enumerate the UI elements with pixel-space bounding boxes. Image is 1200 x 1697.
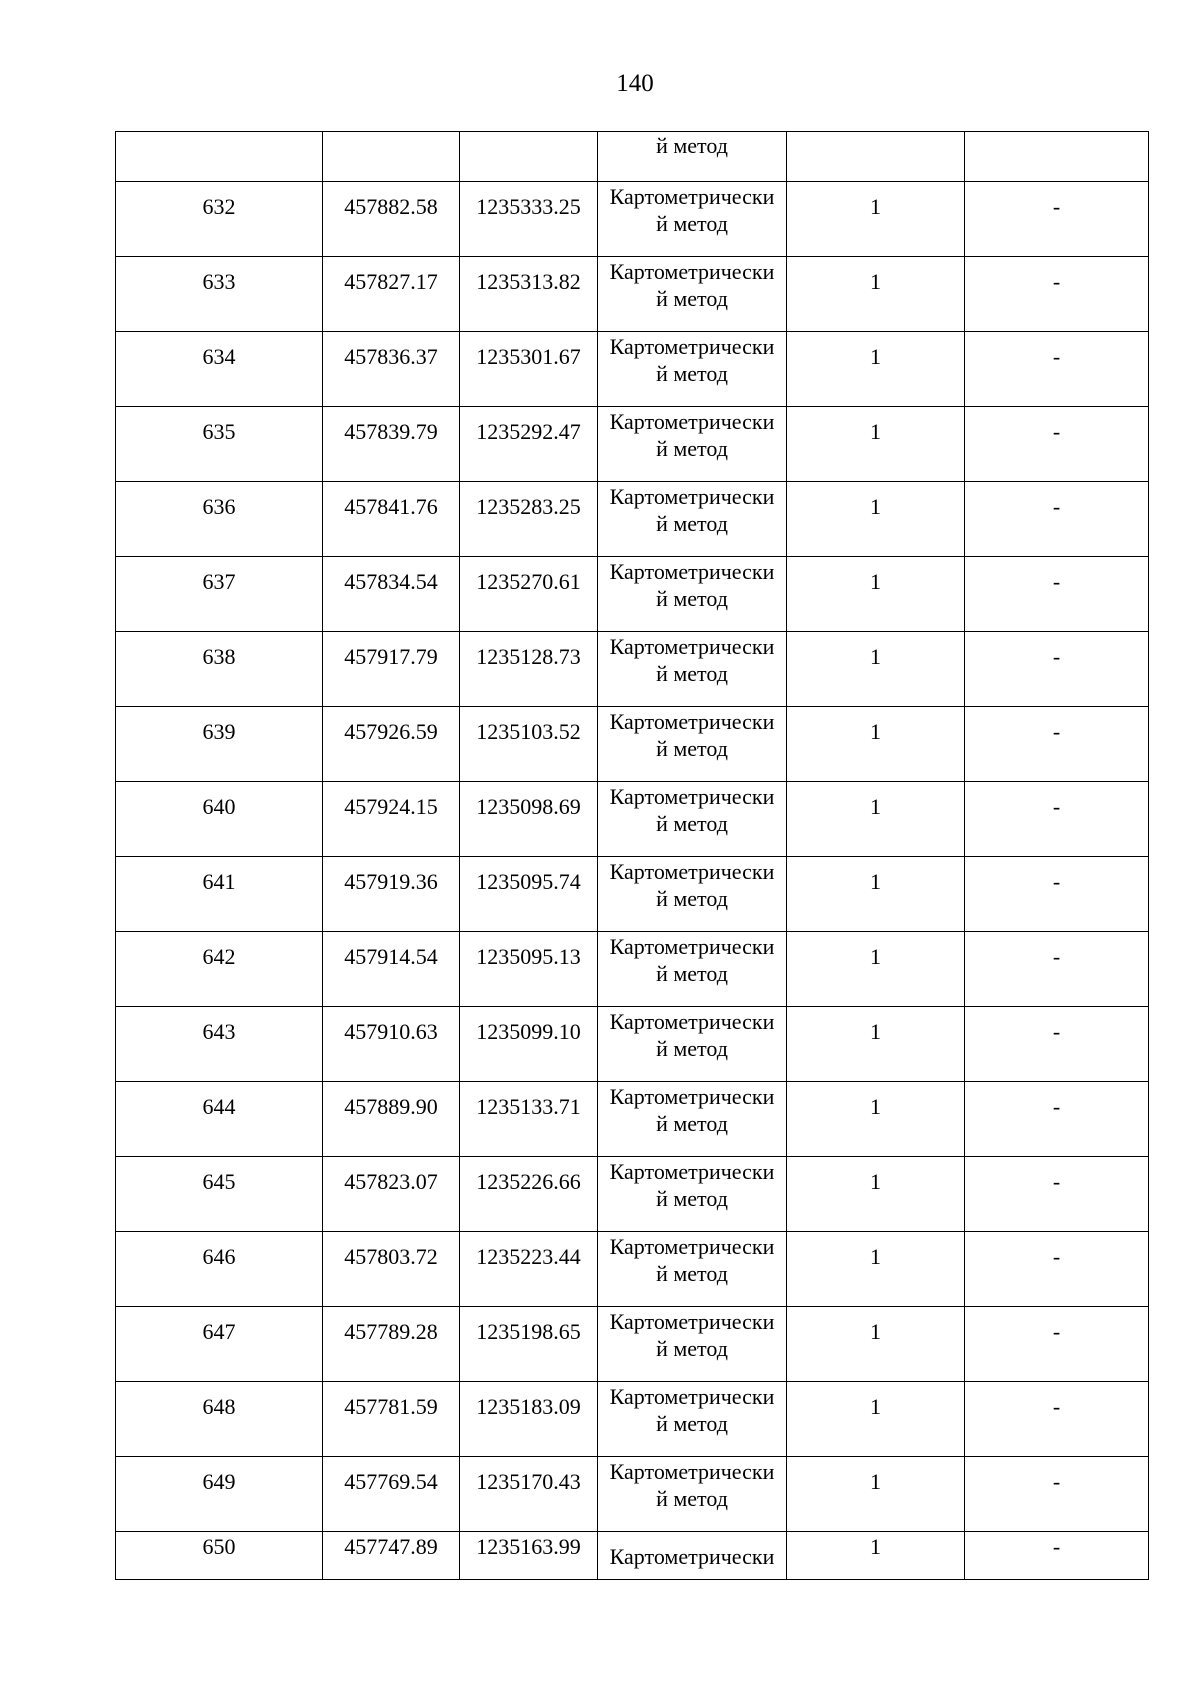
cell-note: [965, 707, 1149, 782]
cell-y: [460, 782, 598, 857]
x-coordinate: 457910.63: [344, 1019, 438, 1044]
y-coordinate: 1235270.61: [476, 569, 581, 594]
x-coordinate: 457889.90: [344, 1094, 438, 1119]
cell-accuracy: [787, 482, 965, 557]
point-number: 647: [202, 1319, 236, 1344]
accuracy-value: 1: [870, 1534, 881, 1559]
cell-note: [965, 1382, 1149, 1457]
method-line-1: Картометрически: [609, 259, 775, 284]
method-line-2: й метод: [656, 211, 728, 236]
note-value: -: [1052, 419, 1061, 444]
cell-point: [116, 482, 323, 557]
method-line-1: Картометрически: [609, 1384, 775, 1409]
cell-point: [116, 1007, 323, 1082]
cell-method: [598, 1457, 787, 1532]
method-text: [598, 482, 786, 537]
cell-method: [598, 257, 787, 332]
cell-x: [323, 632, 460, 707]
cell-accuracy: [787, 932, 965, 1007]
y-coordinate: 1235226.66: [476, 1169, 581, 1194]
accuracy-value: 1: [870, 944, 881, 969]
point-number: 634: [202, 344, 236, 369]
x-coordinate: 457781.59: [344, 1394, 438, 1419]
cell-note: [965, 132, 1149, 182]
x-coordinate: 457841.76: [344, 494, 438, 519]
method-text: [598, 1007, 786, 1062]
point-number: 638: [202, 644, 236, 669]
method-line-2: й метод: [656, 1036, 728, 1061]
cell-method: [598, 1232, 787, 1307]
accuracy-value: 1: [870, 419, 881, 444]
point-number: 649: [202, 1469, 236, 1494]
x-coordinate: 457827.17: [344, 269, 438, 294]
cell-x: [323, 1532, 460, 1580]
method-line-1: Картометрически: [609, 1309, 775, 1334]
cell-x: [323, 557, 460, 632]
table-row: [116, 1382, 1149, 1457]
coordinates-table: [115, 131, 1149, 1580]
cell-point: [116, 132, 323, 182]
method-text: [598, 1307, 786, 1362]
cell-x: [323, 482, 460, 557]
cell-x: [323, 407, 460, 482]
cell-accuracy: [787, 257, 965, 332]
cell-method: [598, 1307, 787, 1382]
note-value: -: [1052, 1534, 1061, 1559]
table-row: [116, 182, 1149, 257]
cell-point: [116, 1307, 323, 1382]
cell-note: [965, 482, 1149, 557]
note-value: -: [1052, 494, 1061, 519]
y-coordinate: 1235198.65: [476, 1319, 581, 1344]
accuracy-value: 1: [870, 494, 881, 519]
table-row: [116, 1082, 1149, 1157]
note-value: -: [1052, 269, 1061, 294]
cell-y: [460, 707, 598, 782]
y-coordinate: 1235163.99: [476, 1534, 581, 1559]
cell-point: [116, 182, 323, 257]
cell-point: [116, 782, 323, 857]
y-coordinate: 1235103.52: [476, 719, 581, 744]
table-row: [116, 1007, 1149, 1082]
accuracy-value: 1: [870, 569, 881, 594]
cell-point: [116, 1232, 323, 1307]
cell-accuracy: [787, 1382, 965, 1457]
method-text: [598, 557, 786, 612]
cell-x: [323, 332, 460, 407]
table-row: [116, 707, 1149, 782]
cell-note: [965, 407, 1149, 482]
cell-accuracy: [787, 1082, 965, 1157]
cell-point: [116, 707, 323, 782]
x-coordinate: 457919.36: [344, 869, 438, 894]
point-number: 648: [202, 1394, 236, 1419]
accuracy-value: 1: [870, 794, 881, 819]
cell-method: [598, 782, 787, 857]
method-text: [598, 1082, 786, 1137]
cell-method: [598, 1532, 787, 1580]
point-number: 641: [202, 869, 236, 894]
method-line-2: й метод: [656, 886, 728, 911]
cell-accuracy: [787, 707, 965, 782]
y-coordinate: 1235099.10: [476, 1019, 581, 1044]
cell-x: [323, 857, 460, 932]
cell-note: [965, 782, 1149, 857]
note-value: -: [1052, 344, 1061, 369]
cell-method: [598, 407, 787, 482]
cell-x: [323, 932, 460, 1007]
point-number: 635: [202, 419, 236, 444]
cell-method: [598, 182, 787, 257]
accuracy-value: 1: [870, 719, 881, 744]
cell-method: [598, 1382, 787, 1457]
method-line-2: й метод: [656, 1336, 728, 1361]
cell-y: [460, 1157, 598, 1232]
cell-y: [460, 257, 598, 332]
method-line-2: й метод: [656, 811, 728, 836]
method-line-2: й метод: [656, 1486, 728, 1511]
cell-accuracy: [787, 557, 965, 632]
x-coordinate: 457823.07: [344, 1169, 438, 1194]
y-coordinate: 1235183.09: [476, 1394, 581, 1419]
method-line-1: Картометрически: [609, 1009, 775, 1034]
method-text: [598, 407, 786, 462]
cell-note: [965, 1532, 1149, 1580]
point-number: 650: [202, 1534, 236, 1559]
x-coordinate: 457839.79: [344, 419, 438, 444]
method-line-1: Картометрически: [609, 1459, 775, 1484]
method-text: [598, 782, 786, 837]
y-coordinate: 1235292.47: [476, 419, 581, 444]
page-number: 140: [616, 70, 654, 97]
point-number: 643: [202, 1019, 236, 1044]
x-coordinate: 457834.54: [344, 569, 438, 594]
cell-method: [598, 707, 787, 782]
method-line-2: й метод: [656, 1111, 728, 1136]
table-row: [116, 1457, 1149, 1532]
method-text: [598, 257, 786, 312]
cell-accuracy: [787, 1532, 965, 1580]
cell-x: [323, 782, 460, 857]
cell-x: [323, 1232, 460, 1307]
cell-y: [460, 857, 598, 932]
accuracy-value: 1: [870, 1019, 881, 1044]
x-coordinate: 457789.28: [344, 1319, 438, 1344]
cell-x: [323, 1307, 460, 1382]
note-value: -: [1052, 194, 1061, 219]
coordinates-table-body: [116, 132, 1149, 1580]
table-row-continuation: [116, 132, 1149, 182]
table-row: [116, 932, 1149, 1007]
note-value: -: [1052, 569, 1061, 594]
x-coordinate: 457769.54: [344, 1469, 438, 1494]
cell-accuracy: [787, 1307, 965, 1382]
method-text: [598, 332, 786, 387]
note-value: -: [1052, 1019, 1061, 1044]
table-row: [116, 1307, 1149, 1382]
x-coordinate: 457747.89: [344, 1534, 438, 1559]
cell-accuracy: [787, 1007, 965, 1082]
cell-x: [323, 182, 460, 257]
cell-note: [965, 632, 1149, 707]
table-row: [116, 407, 1149, 482]
method-line-1: Картометрически: [609, 1234, 775, 1259]
accuracy-value: 1: [870, 1169, 881, 1194]
cell-y: [460, 482, 598, 557]
accuracy-value: 1: [870, 269, 881, 294]
cell-point: [116, 1157, 323, 1232]
table-row-last: [116, 1532, 1149, 1580]
accuracy-value: 1: [870, 1469, 881, 1494]
cell-note: [965, 932, 1149, 1007]
cell-note: [965, 257, 1149, 332]
y-coordinate: 1235095.74: [476, 869, 581, 894]
note-value: -: [1052, 644, 1061, 669]
method-line-1: Картометрически: [609, 184, 775, 209]
point-number: 644: [202, 1094, 236, 1119]
cell-note: [965, 857, 1149, 932]
method-line-1: Картометрически: [609, 559, 775, 584]
table-row: [116, 1157, 1149, 1232]
method-text: Картометрически: [609, 1544, 775, 1569]
note-value: -: [1052, 1394, 1061, 1419]
point-number: 636: [202, 494, 236, 519]
cell-x: [323, 707, 460, 782]
cell-accuracy: [787, 332, 965, 407]
method-line-1: Картометрически: [609, 709, 775, 734]
cell-x: [323, 1382, 460, 1457]
method-text: [598, 707, 786, 762]
point-number: 640: [202, 794, 236, 819]
cell-point: [116, 332, 323, 407]
method-line-2: й метод: [656, 1411, 728, 1436]
cell-y: [460, 557, 598, 632]
y-coordinate: 1235301.67: [476, 344, 581, 369]
method-line-1: Картометрически: [609, 634, 775, 659]
accuracy-value: 1: [870, 869, 881, 894]
cell-note: [965, 1007, 1149, 1082]
cell-note: [965, 1307, 1149, 1382]
cell-x: [323, 1157, 460, 1232]
cell-point: [116, 557, 323, 632]
cell-y: [460, 1382, 598, 1457]
cell-accuracy: [787, 407, 965, 482]
method-line-2: й метод: [656, 1261, 728, 1286]
cell-point: [116, 407, 323, 482]
cell-point: [116, 632, 323, 707]
method-line-2: й метод: [656, 736, 728, 761]
accuracy-value: 1: [870, 344, 881, 369]
cell-method: [598, 1082, 787, 1157]
method-line-1: Картометрически: [609, 1159, 775, 1184]
cell-point: [116, 857, 323, 932]
cell-y: [460, 182, 598, 257]
method-line-1: Картометрически: [609, 934, 775, 959]
cell-y: [460, 1457, 598, 1532]
note-value: -: [1052, 794, 1061, 819]
cell-method: [598, 332, 787, 407]
method-text: [598, 932, 786, 987]
cell-x: [323, 132, 460, 182]
method-text: [598, 857, 786, 912]
point-number: 645: [202, 1169, 236, 1194]
table-row: [116, 782, 1149, 857]
accuracy-value: 1: [870, 1394, 881, 1419]
cell-method: [598, 557, 787, 632]
cell-accuracy: [787, 782, 965, 857]
table-row: [116, 857, 1149, 932]
y-coordinate: 1235095.13: [476, 944, 581, 969]
method-line-2: й метод: [656, 511, 728, 536]
x-coordinate: 457917.79: [344, 644, 438, 669]
cell-y: [460, 132, 598, 182]
cell-y: [460, 1532, 598, 1580]
method-line-2: й метод: [656, 661, 728, 686]
note-value: -: [1052, 719, 1061, 744]
table-row: [116, 632, 1149, 707]
x-coordinate: 457836.37: [344, 344, 438, 369]
x-coordinate: 457926.59: [344, 719, 438, 744]
table-row: [116, 332, 1149, 407]
cell-accuracy: [787, 132, 965, 182]
cell-y: [460, 1307, 598, 1382]
cell-method: [598, 932, 787, 1007]
method-line-1: Картометрически: [609, 1084, 775, 1109]
cell-accuracy: [787, 1157, 965, 1232]
method-text: [598, 1382, 786, 1437]
accuracy-value: 1: [870, 644, 881, 669]
point-number: 642: [202, 944, 236, 969]
point-number: 632: [202, 194, 236, 219]
table-row: [116, 1232, 1149, 1307]
cell-x: [323, 1082, 460, 1157]
cell-method: [598, 1007, 787, 1082]
cell-method: [598, 632, 787, 707]
x-coordinate: 457924.15: [344, 794, 438, 819]
x-coordinate: 457803.72: [344, 1244, 438, 1269]
cell-point: [116, 932, 323, 1007]
method-line-2: й метод: [656, 1186, 728, 1211]
cell-note: [965, 1157, 1149, 1232]
note-value: -: [1052, 1244, 1061, 1269]
note-value: -: [1052, 1469, 1061, 1494]
cell-accuracy: [787, 1457, 965, 1532]
cell-method: [598, 482, 787, 557]
y-coordinate: 1235333.25: [476, 194, 581, 219]
cell-y: [460, 407, 598, 482]
cell-y: [460, 332, 598, 407]
method-line-1: Картометрически: [609, 484, 775, 509]
method-text: [598, 1157, 786, 1212]
cell-method: [598, 857, 787, 932]
method-text: [598, 632, 786, 687]
cell-accuracy: [787, 632, 965, 707]
cell-y: [460, 932, 598, 1007]
table-row: [116, 557, 1149, 632]
cell-point: [116, 1082, 323, 1157]
note-value: -: [1052, 1094, 1061, 1119]
cell-x: [323, 1457, 460, 1532]
note-value: -: [1052, 869, 1061, 894]
accuracy-value: 1: [870, 1094, 881, 1119]
method-line-2: й метод: [656, 961, 728, 986]
method-line-1: Картометрически: [609, 784, 775, 809]
cell-y: [460, 1007, 598, 1082]
y-coordinate: 1235098.69: [476, 794, 581, 819]
x-coordinate: 457914.54: [344, 944, 438, 969]
y-coordinate: 1235313.82: [476, 269, 581, 294]
y-coordinate: 1235170.43: [476, 1469, 581, 1494]
cell-point: [116, 1457, 323, 1532]
cell-note: [965, 1082, 1149, 1157]
cell-note: [965, 182, 1149, 257]
method-text: [598, 182, 786, 237]
y-coordinate: 1235283.25: [476, 494, 581, 519]
method-text: [598, 1457, 786, 1512]
y-coordinate: 1235128.73: [476, 644, 581, 669]
cell-y: [460, 1232, 598, 1307]
cell-point: [116, 1382, 323, 1457]
cell-note: [965, 1232, 1149, 1307]
cell-x: [323, 257, 460, 332]
accuracy-value: 1: [870, 1244, 881, 1269]
note-value: -: [1052, 944, 1061, 969]
method-line-1: Картометрически: [609, 859, 775, 884]
method-line-2: й метод: [656, 361, 728, 386]
point-number: 637: [202, 569, 236, 594]
cell-point: [116, 1532, 323, 1580]
cell-note: [965, 557, 1149, 632]
cell-accuracy: [787, 1232, 965, 1307]
x-coordinate: 457882.58: [344, 194, 438, 219]
cell-point: [116, 257, 323, 332]
method-text: [598, 1232, 786, 1287]
cell-method: [598, 132, 787, 182]
method-text: й метод: [656, 133, 728, 158]
point-number: 633: [202, 269, 236, 294]
point-number: 646: [202, 1244, 236, 1269]
note-value: -: [1052, 1319, 1061, 1344]
cell-y: [460, 632, 598, 707]
accuracy-value: 1: [870, 194, 881, 219]
table-row: [116, 482, 1149, 557]
y-coordinate: 1235223.44: [476, 1244, 581, 1269]
method-line-2: й метод: [656, 586, 728, 611]
cell-y: [460, 1082, 598, 1157]
cell-method: [598, 1157, 787, 1232]
point-number: 639: [202, 719, 236, 744]
y-coordinate: 1235133.71: [476, 1094, 581, 1119]
cell-accuracy: [787, 857, 965, 932]
accuracy-value: 1: [870, 1319, 881, 1344]
note-value: -: [1052, 1169, 1061, 1194]
method-line-2: й метод: [656, 286, 728, 311]
method-line-1: Картометрически: [609, 409, 775, 434]
cell-note: [965, 332, 1149, 407]
cell-x: [323, 1007, 460, 1082]
table-row: [116, 257, 1149, 332]
method-line-1: Картометрически: [609, 334, 775, 359]
method-line-2: й метод: [656, 436, 728, 461]
cell-note: [965, 1457, 1149, 1532]
cell-accuracy: [787, 182, 965, 257]
